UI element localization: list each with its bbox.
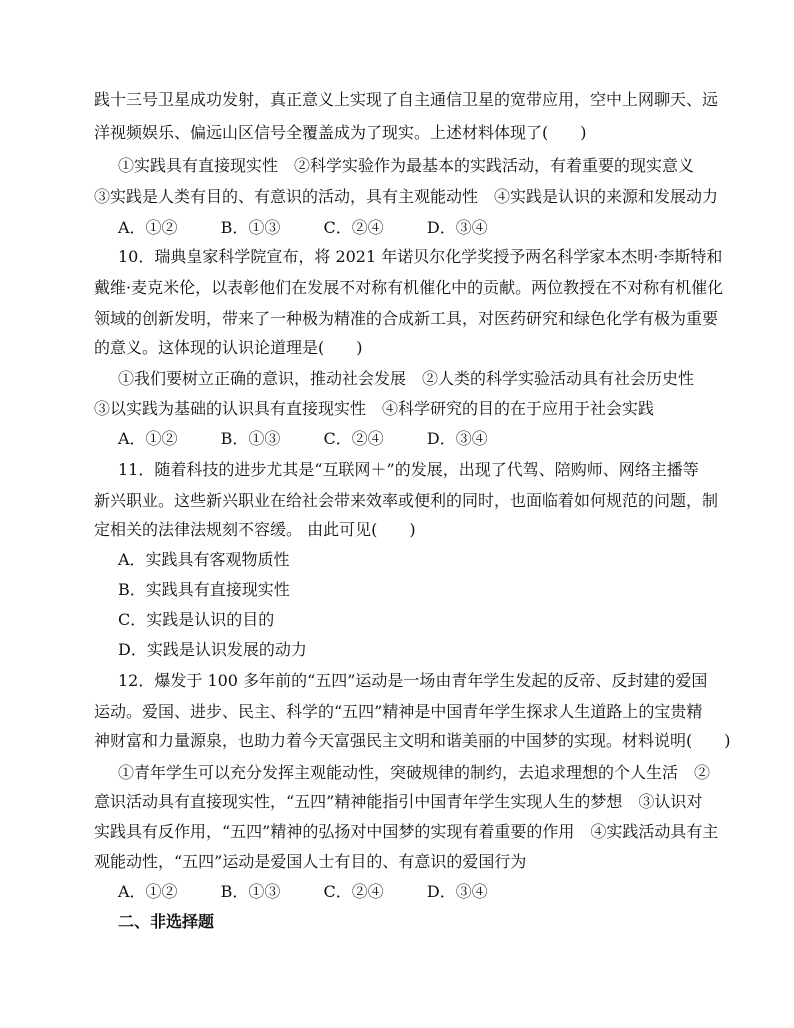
q10-line-4: 的意义。这体现的认识论道理是( ) [94, 338, 363, 357]
q12-statement-4: 观能动性，“五四”运动是爱国人士有目的、有意识的爱国行为 [94, 852, 527, 871]
q9-line-1: 践十三号卫星成功发射，真正意义上实现了自主通信卫星的宽带应用，空中上网聊天、远 [94, 90, 719, 109]
q12-option-d: D．③④ [426, 882, 488, 901]
q12-statement-3: 实践具有反作用，“五四”精神的弘扬对中国梦的实现有着重要的作用 ④实践活动具有主 [94, 822, 719, 841]
q10-options [118, 424, 526, 454]
q12-option-c: C．②④ [323, 882, 384, 901]
q9-option-a: A．①② [118, 218, 178, 237]
section-heading-non-choice: 二、非选择题 [118, 912, 215, 931]
q9-options [118, 213, 526, 243]
q9-line-2: 洋视频娱乐、偏远山区信号全覆盖成为了现实。上述材料体现了( ) [94, 123, 587, 142]
q12-line-3: 神财富和力量源泉，也助力着今天富强民主文明和谐美丽的中国梦的实现。材料说明( ) [94, 731, 731, 750]
q9-statement-1: ①实践具有直接现实性 ②科学实验作为最基本的实践活动，有着重要的现实意义 [118, 156, 695, 175]
q9-option-b: B．①③ [220, 218, 281, 237]
q11-option-c: C．实践是认识的目的 [118, 610, 275, 629]
q9-option-d: D．③④ [426, 218, 488, 237]
q12-statement-2: 意识活动具有直接现实性，“五四”精神能指引中国青年学生实现人生的梦想 ③认识对 [94, 792, 703, 811]
q11-line-3: 定相关的法律法规刻不容缓。 由此可见( ) [94, 520, 416, 539]
q10-option-a: A．①② [118, 429, 178, 448]
q11-option-a: A．实践具有客观物质性 [118, 550, 290, 569]
q10-line-1: 10．瑞典皇家科学院宣布，将 2021 年诺贝尔化学奖授予两名科学家本杰明·李斯特和 [118, 247, 723, 266]
q10-statement-2: ③以实践为基础的认识具有直接现实性 ④科学研究的目的在于应用于社会实践 [94, 399, 655, 418]
q10-line-2: 戴维·麦克米伦，以表彰他们在发展不对称有机催化中的贡献。两位教授在不对称有机催化 [94, 278, 724, 297]
q11-line-2: 新兴职业。这些新兴职业在给社会带来效率或便利的同时，也面临着如何规范的问题，制 [94, 491, 719, 510]
q11-line-1: 11．随着科技的进步尤其是“互联网＋”的发展，出现了代驾、陪购师、网络主播等 [118, 460, 699, 479]
q10-option-b: B．①③ [220, 429, 281, 448]
q10-statement-1: ①我们要树立正确的意识，推动社会发展 ②人类的科学实验活动具有社会历史性 [118, 369, 695, 388]
q11-option-b: B．实践具有直接现实性 [118, 580, 290, 599]
q9-option-c: C．②④ [323, 218, 384, 237]
q11-option-d: D．实践是认识发展的动力 [118, 640, 307, 659]
q9-statement-2: ③实践是人类有目的、有意识的活动，具有主观能动性 ④实践是认识的来源和发展动力 [94, 187, 719, 206]
q12-line-2: 运动。爱国、进步、民主、科学的“五四”精神是中国青年学生探求人生道路上的宝贵精 [94, 702, 703, 721]
q12-statement-1: ①青年学生可以充分发挥主观能动性，突破规律的制约，去追求理想的个人生活 ② [118, 763, 711, 782]
q10-line-3: 领域的创新发明，带来了一种极为精准的合成新工具，对医药研究和绿色化学有极为重要 [94, 309, 719, 328]
q12-option-b: B．①③ [220, 882, 281, 901]
q12-option-a: A．①② [118, 882, 178, 901]
q10-option-d: D．③④ [426, 429, 488, 448]
q10-option-c: C．②④ [323, 429, 384, 448]
q12-line-1: 12．爆发于 100 多年前的“五四”运动是一场由青年学生发起的反帝、反封建的爱国 [118, 671, 708, 690]
q12-options [118, 877, 526, 907]
